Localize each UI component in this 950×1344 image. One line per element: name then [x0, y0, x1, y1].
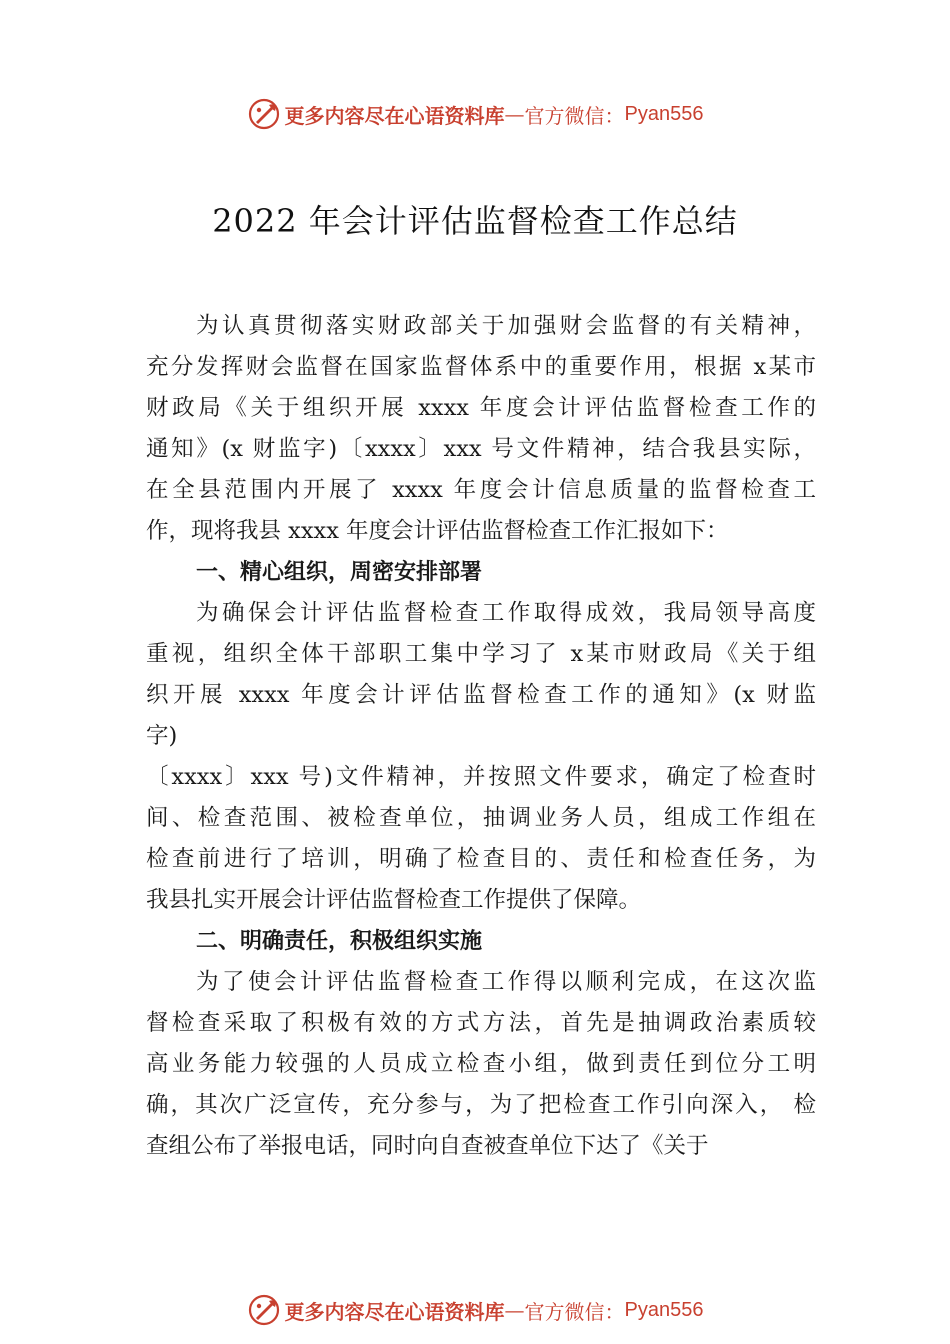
paragraph-4-line-1: 为了使会计评估监督检查工作得以顺利完成，在这次监 [196, 969, 816, 995]
document-title: 2022 年会计评估监督检查工作总结 [212, 202, 738, 240]
paragraph-4-line-2: 督检查采取了积极有效的方式方法，首先是抽调政治素质较 [146, 1010, 816, 1036]
footer-watermark [0, 1292, 950, 1328]
paragraph-3-line-1: 〔xxxx〕xxx 号)文件精神，并按照文件要求，确定了检查时 [146, 764, 816, 790]
quill-pen-logo-icon [247, 97, 281, 131]
section-heading-2: 二、明确责任，积极组织实施 [196, 929, 483, 954]
paragraph-4-line-4: 确，其次广泛宣传，充分参与，为了把检查工作引向深入， 检 [146, 1092, 816, 1118]
watermark-dash: — [504, 1298, 525, 1322]
watermark-wechat-id: Pyan556 [624, 1298, 704, 1321]
paragraph-2-line-3: 织开展 xxxx 年度会计评估监督检查工作的通知》(x 财监 [146, 682, 816, 708]
paragraph-1-line-5: 在全县范围内开展了 xxxx 年度会计信息质量的监督检查工 [146, 477, 816, 503]
paragraph-1-line-6: 作，现将我县 xxxx 年度会计评估监督检查工作汇报如下： [146, 518, 729, 544]
watermark-main-text: 更多内容尽在心语资料库 [284, 103, 505, 128]
paragraph-1-line-4: 通知》(x 财监字)〔xxxx〕xxx 号文件精神，结合我县实际， [146, 436, 816, 462]
paragraph-1-line-3: 财政局《关于组织开展 xxxx 年度会计评估监督检查工作的 [146, 395, 816, 421]
paragraph-2-line-2: 重视，组织全体干部职工集中学习了 x某市财政局《关于组 [146, 641, 816, 667]
document-body [146, 306, 816, 1167]
paragraph-3-line-4: 我县扎实开展会计评估监督检查工作提供了保障。 [146, 887, 642, 913]
section-heading-1: 一、精心组织，周密安排部署 [196, 560, 483, 585]
paragraph-3-line-2: 间、检查范围、被检查单位，抽调业务人员，组成工作组在 [146, 805, 816, 831]
watermark-sub-text: 官方微信： [524, 103, 625, 128]
paragraph-2-line-1: 为确保会计评估监督检查工作取得成效，我局领导高度 [196, 600, 816, 626]
quill-pen-logo-icon [247, 1293, 281, 1327]
paragraph-4-line-5: 查组公布了举报电话，同时向自查被查单位下达了《关于 [146, 1133, 709, 1159]
paragraph-2-line-4: 字) [146, 723, 178, 749]
paragraph-1-line-1: 为认真贯彻落实财政部关于加强财会监督的有关精神， [196, 313, 816, 339]
paragraph-3-line-3: 检查前进行了培训，明确了检查目的、责任和检查任务，为 [146, 846, 816, 872]
paragraph-1-line-2: 充分发挥财会监督在国家监督体系中的重要作用，根据 x某市 [146, 354, 816, 380]
watermark-wechat-id: Pyan556 [624, 102, 704, 125]
watermark-main-text: 更多内容尽在心语资料库 [284, 1299, 505, 1324]
paragraph-4-line-3: 高业务能力较强的人员成立检查小组，做到责任到位分工明 [146, 1051, 816, 1077]
header-watermark [0, 96, 950, 132]
watermark-sub-text: 官方微信： [524, 1299, 625, 1324]
watermark-dash: — [504, 102, 525, 126]
